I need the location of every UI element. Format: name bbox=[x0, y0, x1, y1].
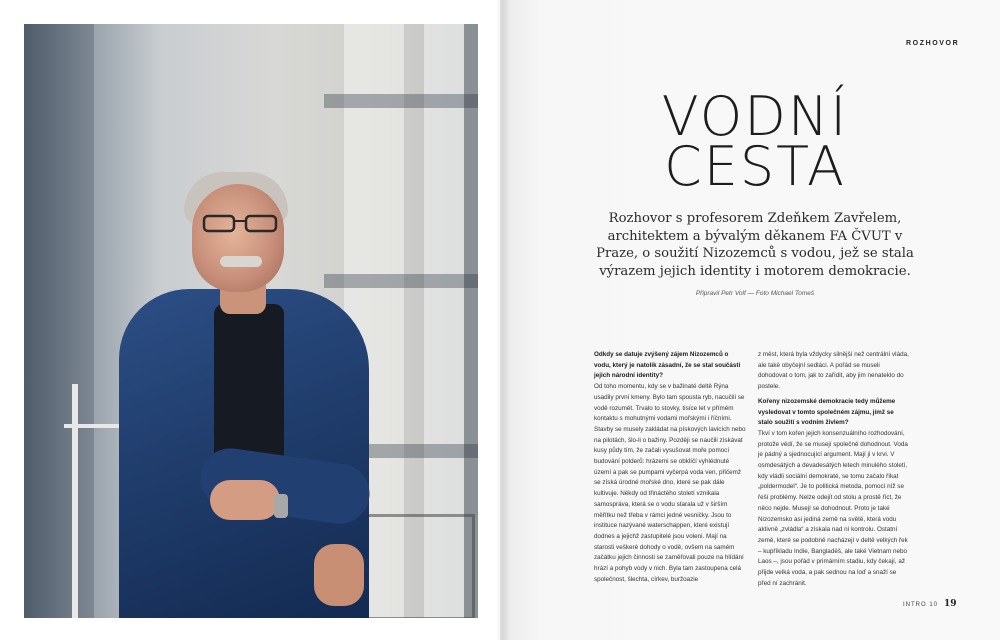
article-lead: Rozhovor s profesorem Zdeňkem Zavřelem, architektem a bývalým děkanem FA ČVUT v Praze, o soužití Nizozemců s vodou, jež se stala výrazem jejich identity i motorem demokracie. bbox=[596, 211, 914, 279]
photo-window bbox=[359, 514, 475, 618]
photo-figure-hand bbox=[210, 480, 280, 520]
photo-wall bbox=[24, 24, 94, 618]
text-column-1 bbox=[594, 350, 746, 585]
magazine-issue-label: INTRO 10 bbox=[903, 602, 939, 608]
portrait-photo bbox=[24, 24, 478, 618]
photo-shadow-band bbox=[324, 274, 478, 288]
page-gutter bbox=[496, 0, 510, 640]
interview-answer: z měst, která byla vždycky silnější než centrální vláda, ale také obyčejní sedláci. A pořád se museli dohodovat o tom, jak to zařídit, aby jim nenateklo do postele. bbox=[758, 351, 909, 391]
photo-rail bbox=[72, 384, 78, 618]
photo-figure-shirt bbox=[214, 304, 284, 464]
section-label: ROZHOVOR bbox=[906, 40, 960, 47]
photo-figure-head bbox=[192, 184, 284, 292]
article-title-line: VODNÍ bbox=[661, 85, 849, 148]
interview-question: Odkdy se datuje zvýšený zájem Nizozemců o vodu, který je natolik zásadní, že se stal součástí jejich národní identity? bbox=[594, 351, 741, 380]
article-title bbox=[640, 85, 870, 198]
article-title-line: CESTA bbox=[664, 135, 846, 198]
photo-figure-hand bbox=[314, 544, 364, 606]
article-credits: Připravil Petr Volf — Foto Michael Tomeš bbox=[695, 290, 815, 297]
interview-answer: Od toho momentu, kdy se v bažinaté deltě Rýna usadily první kmeny. Bylo tam spousta ryb, nacučili se vodě rozumět. Trvalo to stovky, tisíce let v přímém kontaktu s mohutnými vodami mořskými i říčními. Stavby se musely zakládat na pískových lavicích nebo na pilotách, šlo-li o bažiny. Později se naučili získávat kusy půdy tím, že začali vysušovat moře pomocí budování polderů: hrázemi se obklíčí vyhlédnuté území a pak se pumpami vyčerpá voda ven, přičemž se získá úrodné mořské dno, které se pak dále kultivuje. Někdy od třináctého století vznikala samospráva, která se o vodu starala už v širším měřítku než třeba v rámci jedné vesničky. Jsou to instituce nazývané waterschappen, které existují dodnes a jejichž zastupitelé jsou voleni. Mají na starosti veškeré dohody o vodě, ovšem na samém začátku jejich činnosti se zaměřovali pouze na hlídání hrází a pohyb vody v nich. Byla tam zastoupena celá společnost, šlechta, církev, buržoazie bbox=[594, 383, 746, 583]
page-number: 19 bbox=[944, 599, 957, 609]
text-column-2 bbox=[758, 350, 910, 589]
photo-figure-watch bbox=[274, 494, 288, 518]
photo-shadow-band bbox=[324, 94, 478, 108]
photo-rail bbox=[64, 424, 124, 428]
interview-question: Kořeny nizozemské demokracie tedy můžeme vysledovat v tomto společném zájmu, jímž se stalo soužití s vodním živlem? bbox=[758, 397, 896, 427]
photo-figure-glasses bbox=[202, 214, 278, 234]
photo-figure-moustache bbox=[220, 256, 262, 267]
interview-answer: Tkví v tom kořen jejich konsenzuálního rozhodování, protože vědí, že se musejí společně dohodnout. Voda je pádný a sjednocující argument. Mají ji v krvi. V osmdesátých a devadesátých letech minulého století, kdy vládli sociální demokraté, se tomu začalo říkat „poldermodel“. Je to politická metoda, pomocí níž se řeší problémy. Nelze odejít od stolu a prostě říct, že něco nejde. Musejí se dohodnout. Proto je také Nizozemsko asi jediná země na světě, která vodu aktivně „zvládla“ a získala nad ní kontrolu. Ostatní země, které se podobně nacházejí v deltě velkých řek – kupříkladu Indie, Bangladéš, ale také Vietnam nebo Laos –, jsou pořád v primárním stadiu, kdy čekají, až přijde velká voda, a pak sednou na loď a snaží se před ní zachránit. bbox=[758, 429, 908, 587]
